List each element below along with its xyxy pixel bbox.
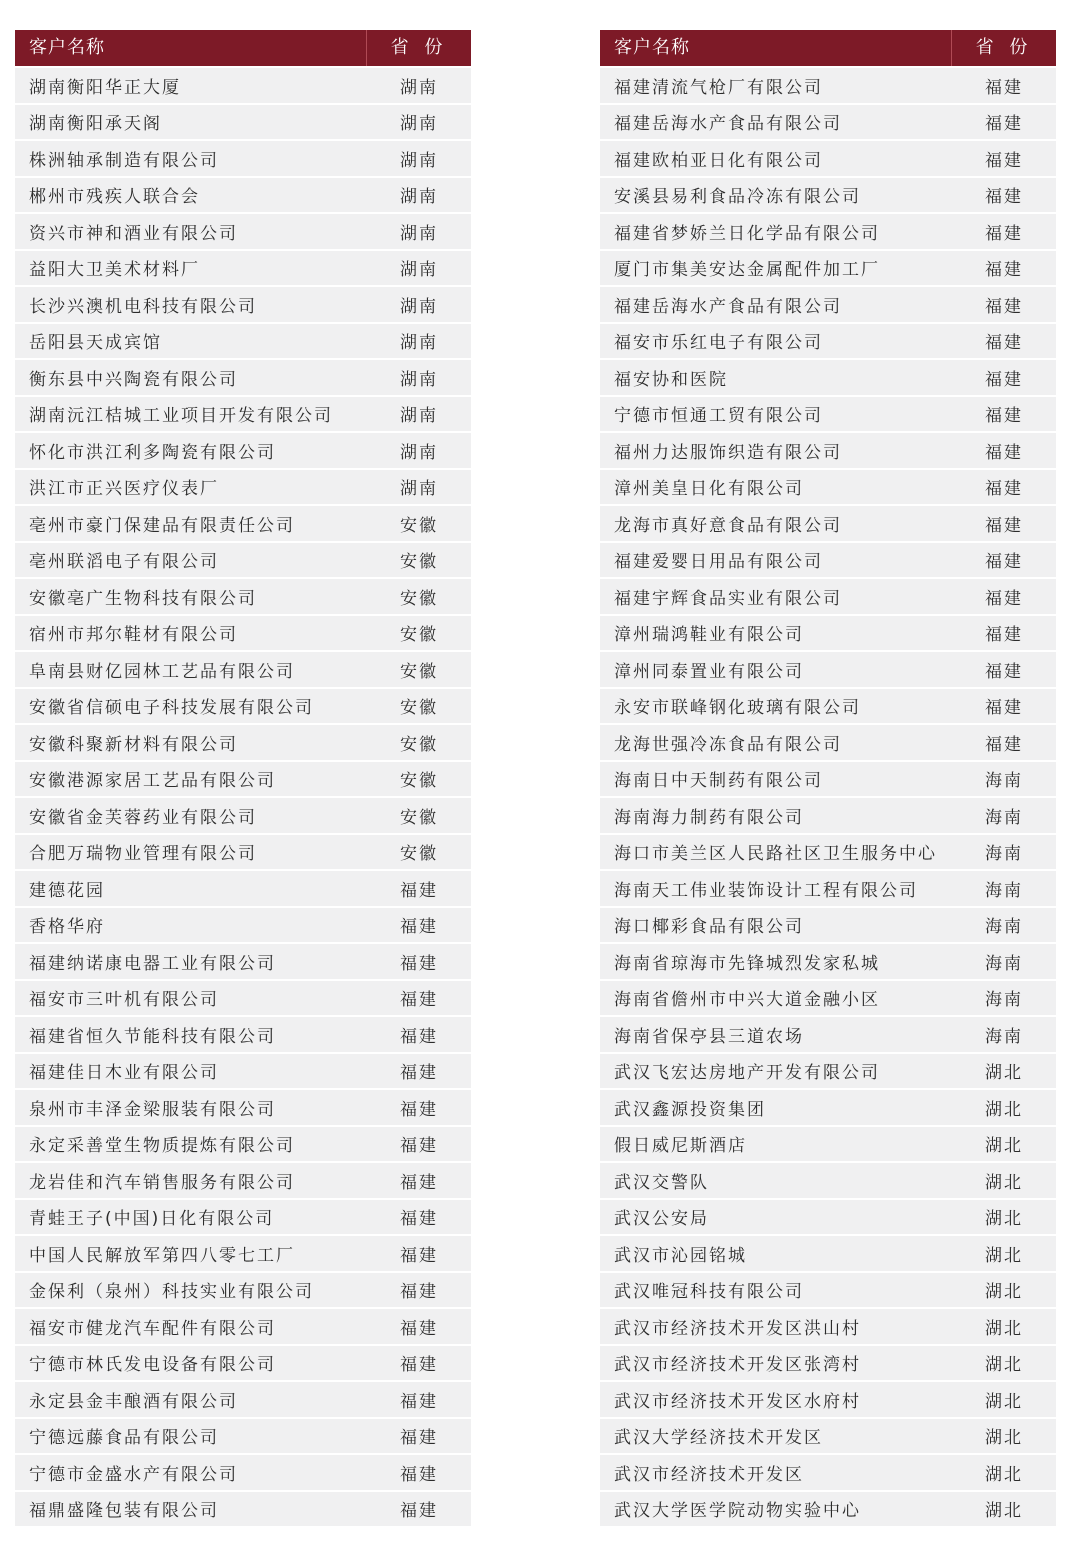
province-cell: 福建 <box>985 479 1023 500</box>
customer-name-cell: 武汉市经济技术开发区张湾村 <box>614 1355 861 1376</box>
province-cell: 福建 <box>400 1428 438 1449</box>
customer-name-cell: 益阳大卫美术材料厂 <box>29 260 200 281</box>
header-province: 省 份 <box>975 37 1033 58</box>
province-cell: 福建 <box>985 406 1023 427</box>
province-cell: 福建 <box>400 880 438 901</box>
customer-name-cell: 合肥万瑞物业管理有限公司 <box>29 844 257 865</box>
table-row <box>15 214 471 249</box>
customer-name-cell: 湖南衡阳华正大厦 <box>29 77 181 98</box>
customer-name-cell: 怀化市洪江利多陶瓷有限公司 <box>29 442 276 463</box>
customer-name-cell: 海南省儋州市中兴大道金融小区 <box>614 990 880 1011</box>
province-cell: 湖南 <box>400 369 438 390</box>
province-cell: 湖南 <box>400 442 438 463</box>
customer-name-cell: 海南省琼海市先锋城烈发家私城 <box>614 953 880 974</box>
province-cell: 海南 <box>985 953 1023 974</box>
customer-name-cell: 海南天工伟业装饰设计工程有限公司 <box>614 880 918 901</box>
province-cell: 湖北 <box>985 1245 1023 1266</box>
province-cell: 福建 <box>985 625 1023 646</box>
table-row <box>600 871 1056 906</box>
table-row <box>600 324 1056 359</box>
customer-name-cell: 龙海世强冷冻食品有限公司 <box>614 734 842 755</box>
table-row <box>15 68 471 103</box>
province-cell: 湖北 <box>985 1464 1023 1485</box>
customer-table-right <box>600 30 1056 1528</box>
table-row <box>600 1163 1056 1198</box>
customer-name-cell: 郴州市残疾人联合会 <box>29 187 200 208</box>
province-cell: 福建 <box>985 588 1023 609</box>
table-row <box>15 944 471 979</box>
province-cell: 安徽 <box>400 625 438 646</box>
table-row <box>600 652 1056 687</box>
customer-name-cell: 永安市联峰钢化玻璃有限公司 <box>614 698 861 719</box>
province-cell: 湖北 <box>985 1099 1023 1120</box>
customer-name-cell: 安徽港源家居工艺品有限公司 <box>29 771 276 792</box>
province-cell: 湖北 <box>985 1209 1023 1230</box>
customer-name-cell: 永定县金丰酿酒有限公司 <box>29 1391 238 1412</box>
province-cell: 福建 <box>985 698 1023 719</box>
customer-name-cell: 洪江市正兴医疗仪表厂 <box>29 479 219 500</box>
province-cell: 湖北 <box>985 1136 1023 1157</box>
table-row <box>15 798 471 833</box>
table-row <box>15 652 471 687</box>
province-cell: 海南 <box>985 880 1023 901</box>
customer-name-cell: 厦门市集美安达金属配件加工厂 <box>614 260 880 281</box>
table-row <box>15 141 471 176</box>
province-cell: 福建 <box>400 1355 438 1376</box>
customer-name-cell: 海南省保亭县三道农场 <box>614 1026 804 1047</box>
customer-name-cell: 福安市三叶机有限公司 <box>29 990 219 1011</box>
province-cell: 福建 <box>985 223 1023 244</box>
customer-name-cell: 漳州瑞鸿鞋业有限公司 <box>614 625 804 646</box>
province-cell: 福建 <box>400 1245 438 1266</box>
table-row <box>600 287 1056 322</box>
province-cell: 海南 <box>985 771 1023 792</box>
customer-name-cell: 海南日中天制药有限公司 <box>614 771 823 792</box>
table-row <box>15 470 471 505</box>
customer-name-cell: 海口椰彩食品有限公司 <box>614 917 804 938</box>
province-cell: 福建 <box>985 661 1023 682</box>
province-cell: 湖南 <box>400 333 438 354</box>
table-row <box>600 141 1056 176</box>
province-cell: 湖南 <box>400 260 438 281</box>
province-cell: 湖南 <box>400 296 438 317</box>
table-row <box>600 214 1056 249</box>
table-row <box>600 251 1056 286</box>
table-row <box>600 1382 1056 1417</box>
province-cell: 安徽 <box>400 515 438 536</box>
table-row <box>600 1017 1056 1052</box>
customer-name-cell: 武汉飞宏达房地产开发有限公司 <box>614 1063 880 1084</box>
customer-name-cell: 福建欧柏亚日化有限公司 <box>614 150 823 171</box>
province-cell: 海南 <box>985 1026 1023 1047</box>
table-row <box>600 579 1056 614</box>
customer-name-cell: 福安市乐红电子有限公司 <box>614 333 823 354</box>
province-cell: 福建 <box>985 734 1023 755</box>
header-customer-name: 客户名称 <box>600 30 952 66</box>
table-row <box>15 981 471 1016</box>
province-cell: 安徽 <box>400 661 438 682</box>
table-row <box>15 579 471 614</box>
province-cell: 福建 <box>400 1026 438 1047</box>
province-cell: 湖南 <box>400 223 438 244</box>
customer-name-cell: 福建清流气枪厂有限公司 <box>614 77 823 98</box>
customer-name-cell: 安徽省金芙蓉药业有限公司 <box>29 807 257 828</box>
table-row <box>15 1455 471 1490</box>
table-row <box>600 105 1056 140</box>
table-row <box>15 1054 471 1089</box>
table-row <box>600 1236 1056 1271</box>
table-row <box>15 324 471 359</box>
customer-name-cell: 安徽亳广生物科技有限公司 <box>29 588 257 609</box>
table-row <box>15 360 471 395</box>
table-row <box>600 1346 1056 1381</box>
province-cell: 湖北 <box>985 1172 1023 1193</box>
table-row <box>600 981 1056 1016</box>
province-cell: 福建 <box>400 1318 438 1339</box>
province-cell: 海南 <box>985 917 1023 938</box>
province-cell: 福建 <box>400 1172 438 1193</box>
customer-name-cell: 海南海力制药有限公司 <box>614 807 804 828</box>
customer-name-cell: 福鼎盛隆包装有限公司 <box>29 1501 219 1522</box>
province-cell: 海南 <box>985 844 1023 865</box>
customer-name-cell: 漳州同泰置业有限公司 <box>614 661 804 682</box>
table-row <box>600 798 1056 833</box>
customer-name-cell: 福建省恒久节能科技有限公司 <box>29 1026 276 1047</box>
table-row <box>600 725 1056 760</box>
table-header <box>600 30 1056 66</box>
province-cell: 安徽 <box>400 844 438 865</box>
customer-name-cell: 长沙兴澳机电科技有限公司 <box>29 296 257 317</box>
customer-name-cell: 武汉公安局 <box>614 1209 709 1230</box>
customer-name-cell: 福建岳海水产食品有限公司 <box>614 296 842 317</box>
province-cell: 安徽 <box>400 698 438 719</box>
table-row <box>600 1273 1056 1308</box>
province-cell: 福建 <box>985 296 1023 317</box>
customer-name-cell: 龙岩佳和汽车销售服务有限公司 <box>29 1172 295 1193</box>
table-row <box>15 1017 471 1052</box>
customer-name-cell: 福州力达服饰织造有限公司 <box>614 442 842 463</box>
table-row <box>15 1273 471 1308</box>
province-cell: 福建 <box>985 77 1023 98</box>
table-row <box>600 1200 1056 1235</box>
customer-name-cell: 安徽省信硕电子科技发展有限公司 <box>29 698 314 719</box>
province-cell: 安徽 <box>400 552 438 573</box>
customer-name-cell: 中国人民解放军第四八零七工厂 <box>29 1245 295 1266</box>
customer-name-cell: 青蛙王子(中国)日化有限公司 <box>29 1209 275 1230</box>
table-row <box>15 1200 471 1235</box>
customer-name-cell: 武汉大学医学院动物实验中心 <box>614 1501 861 1522</box>
province-cell: 安徽 <box>400 588 438 609</box>
customer-name-cell: 武汉唯冠科技有限公司 <box>614 1282 804 1303</box>
province-cell: 福建 <box>985 114 1023 135</box>
table-body <box>15 68 471 1526</box>
province-cell: 福建 <box>985 187 1023 208</box>
table-row <box>15 1492 471 1527</box>
customer-name-cell: 武汉市经济技术开发区洪山村 <box>614 1318 861 1339</box>
table-row <box>15 1382 471 1417</box>
header-customer-name: 客户名称 <box>15 30 367 66</box>
table-row <box>15 251 471 286</box>
table-row <box>15 616 471 651</box>
province-cell: 湖北 <box>985 1063 1023 1084</box>
customer-name-cell: 武汉鑫源投资集团 <box>614 1099 766 1120</box>
province-cell: 福建 <box>400 1063 438 1084</box>
table-row <box>15 1163 471 1198</box>
province-cell: 湖南 <box>400 114 438 135</box>
table-row <box>600 762 1056 797</box>
customer-name-cell: 亳州市豪门保建品有限责任公司 <box>29 515 295 536</box>
table-row <box>15 287 471 322</box>
table-row <box>600 178 1056 213</box>
province-cell: 湖北 <box>985 1282 1023 1303</box>
province-cell: 福建 <box>400 1099 438 1120</box>
province-cell: 福建 <box>400 1464 438 1485</box>
table-row <box>15 178 471 213</box>
province-cell: 湖南 <box>400 187 438 208</box>
table-row <box>600 835 1056 870</box>
table-row <box>600 397 1056 432</box>
customer-name-cell: 宁德市恒通工贸有限公司 <box>614 406 823 427</box>
province-cell: 海南 <box>985 807 1023 828</box>
table-row <box>15 433 471 468</box>
table-row <box>600 689 1056 724</box>
province-cell: 安徽 <box>400 807 438 828</box>
table-row <box>15 689 471 724</box>
province-cell: 福建 <box>985 333 1023 354</box>
table-row <box>15 543 471 578</box>
table-row <box>600 543 1056 578</box>
province-cell: 福建 <box>985 260 1023 281</box>
table-row <box>600 944 1056 979</box>
customer-name-cell: 福建佳日木业有限公司 <box>29 1063 219 1084</box>
customer-name-cell: 安溪县易利食品冷冻有限公司 <box>614 187 861 208</box>
table-row <box>600 1127 1056 1162</box>
table-row <box>600 1492 1056 1527</box>
customer-name-cell: 金保利（泉州）科技实业有限公司 <box>29 1282 314 1303</box>
customer-name-cell: 福安市健龙汽车配件有限公司 <box>29 1318 276 1339</box>
customer-name-cell: 安徽科聚新材料有限公司 <box>29 734 238 755</box>
province-cell: 福建 <box>985 442 1023 463</box>
province-cell: 湖北 <box>985 1501 1023 1522</box>
province-cell: 湖北 <box>985 1355 1023 1376</box>
province-cell: 福建 <box>400 1391 438 1412</box>
customer-name-cell: 武汉市经济技术开发区 <box>614 1464 804 1485</box>
customer-name-cell: 武汉大学经济技术开发区 <box>614 1428 823 1449</box>
table-row <box>600 1419 1056 1454</box>
table-row <box>15 506 471 541</box>
table-row <box>600 1054 1056 1089</box>
table-row <box>600 470 1056 505</box>
table-row <box>15 762 471 797</box>
customer-name-cell: 福建岳海水产食品有限公司 <box>614 114 842 135</box>
province-cell: 湖南 <box>400 479 438 500</box>
province-cell: 福建 <box>400 1209 438 1230</box>
table-row <box>600 506 1056 541</box>
table-header <box>15 30 471 66</box>
customer-name-cell: 宿州市邦尔鞋材有限公司 <box>29 625 238 646</box>
table-row <box>15 1090 471 1125</box>
province-cell: 海南 <box>985 990 1023 1011</box>
table-row <box>15 1127 471 1162</box>
table-row <box>600 1090 1056 1125</box>
table-body <box>600 68 1056 1526</box>
customer-name-cell: 宁德远藤食品有限公司 <box>29 1428 219 1449</box>
table-row <box>15 397 471 432</box>
province-cell: 福建 <box>985 515 1023 536</box>
customer-name-cell: 龙海市真好意食品有限公司 <box>614 515 842 536</box>
province-cell: 湖北 <box>985 1391 1023 1412</box>
province-cell: 福建 <box>400 1282 438 1303</box>
customer-name-cell: 岳阳县天成宾馆 <box>29 333 162 354</box>
table-row <box>600 1309 1056 1344</box>
customer-name-cell: 福安协和医院 <box>614 369 728 390</box>
province-cell: 福建 <box>985 150 1023 171</box>
customer-name-cell: 福建爱婴日用品有限公司 <box>614 552 823 573</box>
table-row <box>600 616 1056 651</box>
customer-name-cell: 亳州联滔电子有限公司 <box>29 552 219 573</box>
customer-name-cell: 湖南衡阳承天阁 <box>29 114 162 135</box>
province-cell: 湖南 <box>400 150 438 171</box>
table-row <box>600 908 1056 943</box>
province-cell: 福建 <box>400 1501 438 1522</box>
customer-name-cell: 泉州市丰泽金梁服装有限公司 <box>29 1099 276 1120</box>
customer-name-cell: 海口市美兰区人民路社区卫生服务中心 <box>614 844 937 865</box>
customer-name-cell: 福建纳诺康电器工业有限公司 <box>29 953 276 974</box>
province-cell: 福建 <box>400 953 438 974</box>
table-row <box>600 68 1056 103</box>
table-row <box>15 105 471 140</box>
table-row <box>15 908 471 943</box>
customer-name-cell: 湖南沅江桔城工业项目开发有限公司 <box>29 406 333 427</box>
customer-name-cell: 武汉市沁园铭城 <box>614 1245 747 1266</box>
customer-name-cell: 武汉交警队 <box>614 1172 709 1193</box>
table-row <box>15 725 471 760</box>
province-cell: 安徽 <box>400 734 438 755</box>
customer-name-cell: 株洲轴承制造有限公司 <box>29 150 219 171</box>
customer-name-cell: 永定采善堂生物质提炼有限公司 <box>29 1136 295 1157</box>
customer-name-cell: 福建宇辉食品实业有限公司 <box>614 588 842 609</box>
province-cell: 湖南 <box>400 406 438 427</box>
customer-name-cell: 香格华府 <box>29 917 105 938</box>
table-row <box>15 871 471 906</box>
customer-name-cell: 假日威尼斯酒店 <box>614 1136 747 1157</box>
table-row <box>600 433 1056 468</box>
table-row <box>15 1236 471 1271</box>
province-cell: 湖北 <box>985 1318 1023 1339</box>
province-cell: 福建 <box>400 1136 438 1157</box>
customer-name-cell: 衡东县中兴陶瓷有限公司 <box>29 369 238 390</box>
province-cell: 福建 <box>400 990 438 1011</box>
table-row <box>600 1455 1056 1490</box>
province-cell: 湖南 <box>400 77 438 98</box>
header-province: 省 份 <box>390 37 448 58</box>
customer-name-cell: 宁德市金盛水产有限公司 <box>29 1464 238 1485</box>
customer-name-cell: 宁德市林氏发电设备有限公司 <box>29 1355 276 1376</box>
province-cell: 福建 <box>985 552 1023 573</box>
customer-name-cell: 武汉市经济技术开发区水府村 <box>614 1391 861 1412</box>
province-cell: 福建 <box>400 917 438 938</box>
customer-table-left <box>15 30 471 1528</box>
table-row <box>15 1419 471 1454</box>
customer-name-cell: 阜南县财亿园林工艺品有限公司 <box>29 661 295 682</box>
customer-name-cell: 建德花园 <box>29 880 105 901</box>
province-cell: 湖北 <box>985 1428 1023 1449</box>
table-row <box>15 1346 471 1381</box>
customer-name-cell: 福建省梦娇兰日化学品有限公司 <box>614 223 880 244</box>
table-row <box>600 360 1056 395</box>
customer-name-cell: 漳州美皇日化有限公司 <box>614 479 804 500</box>
province-cell: 福建 <box>985 369 1023 390</box>
customer-name-cell: 资兴市神和酒业有限公司 <box>29 223 238 244</box>
province-cell: 安徽 <box>400 771 438 792</box>
table-row <box>15 1309 471 1344</box>
table-row <box>15 835 471 870</box>
